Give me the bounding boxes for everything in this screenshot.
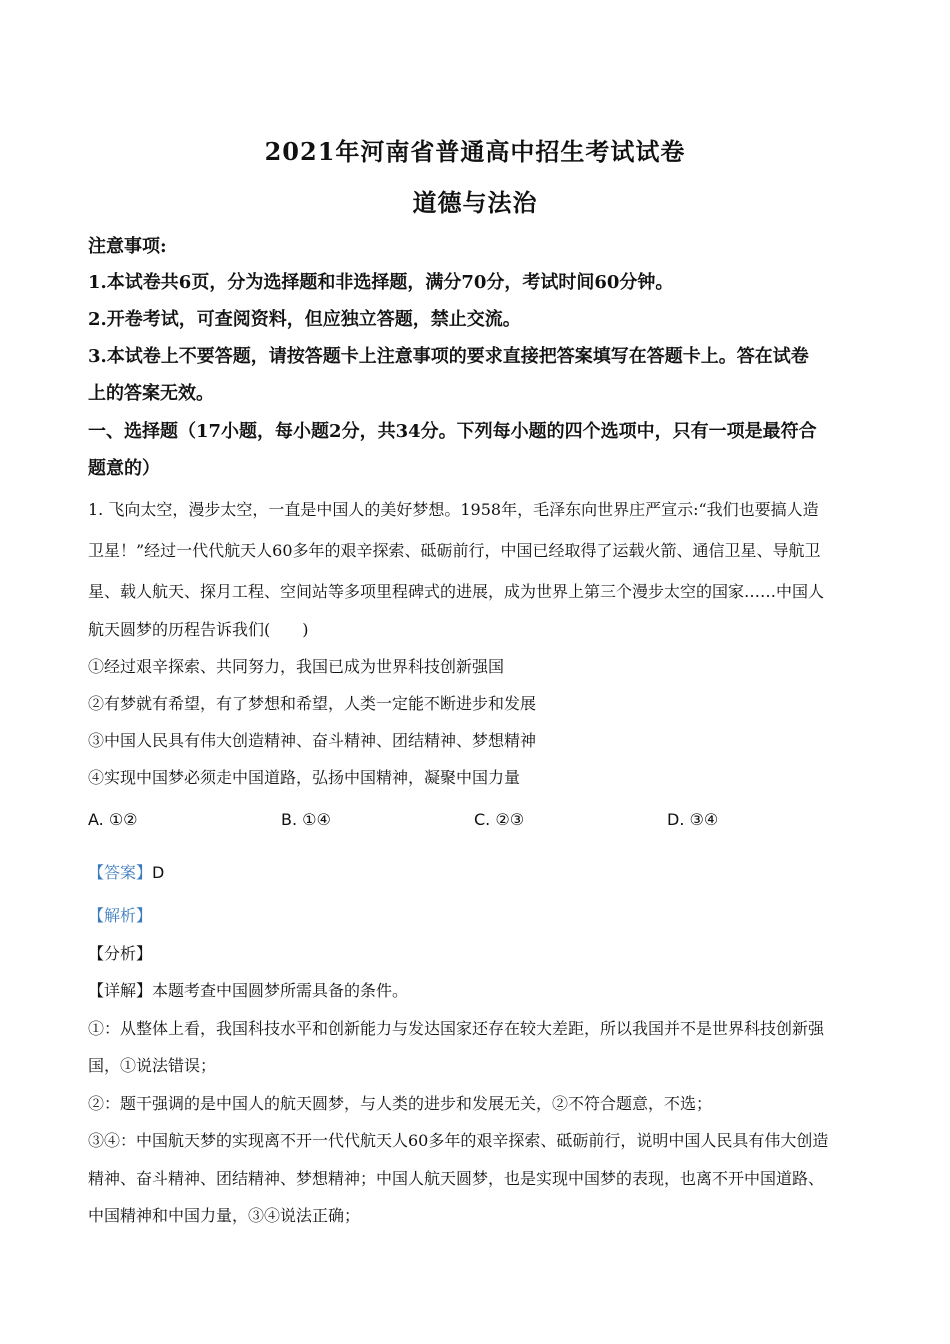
explanation-1-line-1: ①：从整体上看，我国科技水平和创新能力与发达国家还存在较大差距，所以我国并不是世界科技创新强	[88, 1019, 825, 1038]
section-heading-line-1: 一、选择题（17小题，每小题2分，共34分。下列每小题的四个选项中，只有一项是最符合	[88, 421, 817, 442]
analysis-tag: 【解析】	[88, 906, 153, 925]
section-heading-line-2: 题意的）	[88, 458, 160, 479]
subject-title: 道德与法治	[412, 188, 538, 217]
statement-1: ①经过艰辛探索、共同努力，我国已成为世界科技创新强国	[88, 657, 505, 676]
option-b: B. ①④	[281, 810, 331, 829]
explanation-3-line-3: 中国精神和中国力量，③④说法正确；	[88, 1206, 361, 1225]
notice-item-3-line-2: 上的答案无效。	[88, 383, 214, 404]
statement-4: ④实现中国梦必须走中国道路，弘扬中国精神，凝聚中国力量	[88, 768, 521, 787]
answer-value: D	[152, 863, 165, 882]
notice-item-1: 1.本试卷共6页，分为选择题和非选择题，满分70分，考试时间60分钟。	[88, 272, 674, 293]
option-d: D. ③④	[667, 810, 719, 829]
question-stem-line-4: 航天圆梦的历程告诉我们( )	[88, 620, 309, 639]
statement-2: ②有梦就有希望，有了梦想和希望，人类一定能不断进步和发展	[88, 694, 537, 713]
answer-tag: 【答案】	[88, 863, 153, 882]
option-a: A. ①②	[88, 810, 138, 829]
notice-item-3-line-1: 3.本试卷上不要答题，请按答题卡上注意事项的要求直接把答案填写在答题卡上。答在试卷	[88, 346, 809, 367]
answer-line	[88, 860, 868, 883]
notice-item-2: 2.开卷考试，可查阅资料，但应独立答题，禁止交流。	[88, 309, 521, 330]
option-c: C. ②③	[474, 810, 525, 829]
question-stem-line-3: 星、载人航天、探月工程、空间站等多项里程碑式的进展，成为世界上第三个漫步太空的国家……中国人	[88, 582, 825, 601]
question-stem-line-1: 1. 飞向太空，漫步太空，一直是中国人的美好梦想。1958年，毛泽东向世界庄严宣示:“我们也要搞人造	[88, 500, 819, 519]
exam-title: 2021年河南省普通高中招生考试试卷	[264, 137, 686, 166]
fenxi-heading: 【分析】	[88, 944, 153, 963]
explanation-3-line-2: 精神、奋斗精神、团结精神、梦想精神；中国人航天圆梦，也是实现中国梦的表现，也离不开中国道路、	[88, 1169, 825, 1188]
statement-3: ③中国人民具有伟大创造精神、奋斗精神、团结精神、梦想精神	[88, 731, 537, 750]
explanation-1-line-2: 国，①说法错误；	[88, 1056, 217, 1075]
notice-heading: 注意事项:	[88, 236, 167, 257]
question-stem-line-2: 卫星！”经过一代代航天人60多年的艰辛探索、砥砺前行，中国已经取得了运载火箭、通信卫星、导航卫	[88, 541, 821, 560]
explanation-3-line-1: ③④：中国航天梦的实现离不开一代代航天人60多年的艰辛探索、砥砺前行，说明中国人民具有伟大创造	[88, 1131, 829, 1150]
explanation-2: ②：题干强调的是中国人的航天圆梦，与人类的进步和发展无关，②不符合题意，不选；	[88, 1094, 713, 1113]
detail-line: 【详解】本题考查中国圆梦所需具备的条件。	[88, 981, 409, 1000]
